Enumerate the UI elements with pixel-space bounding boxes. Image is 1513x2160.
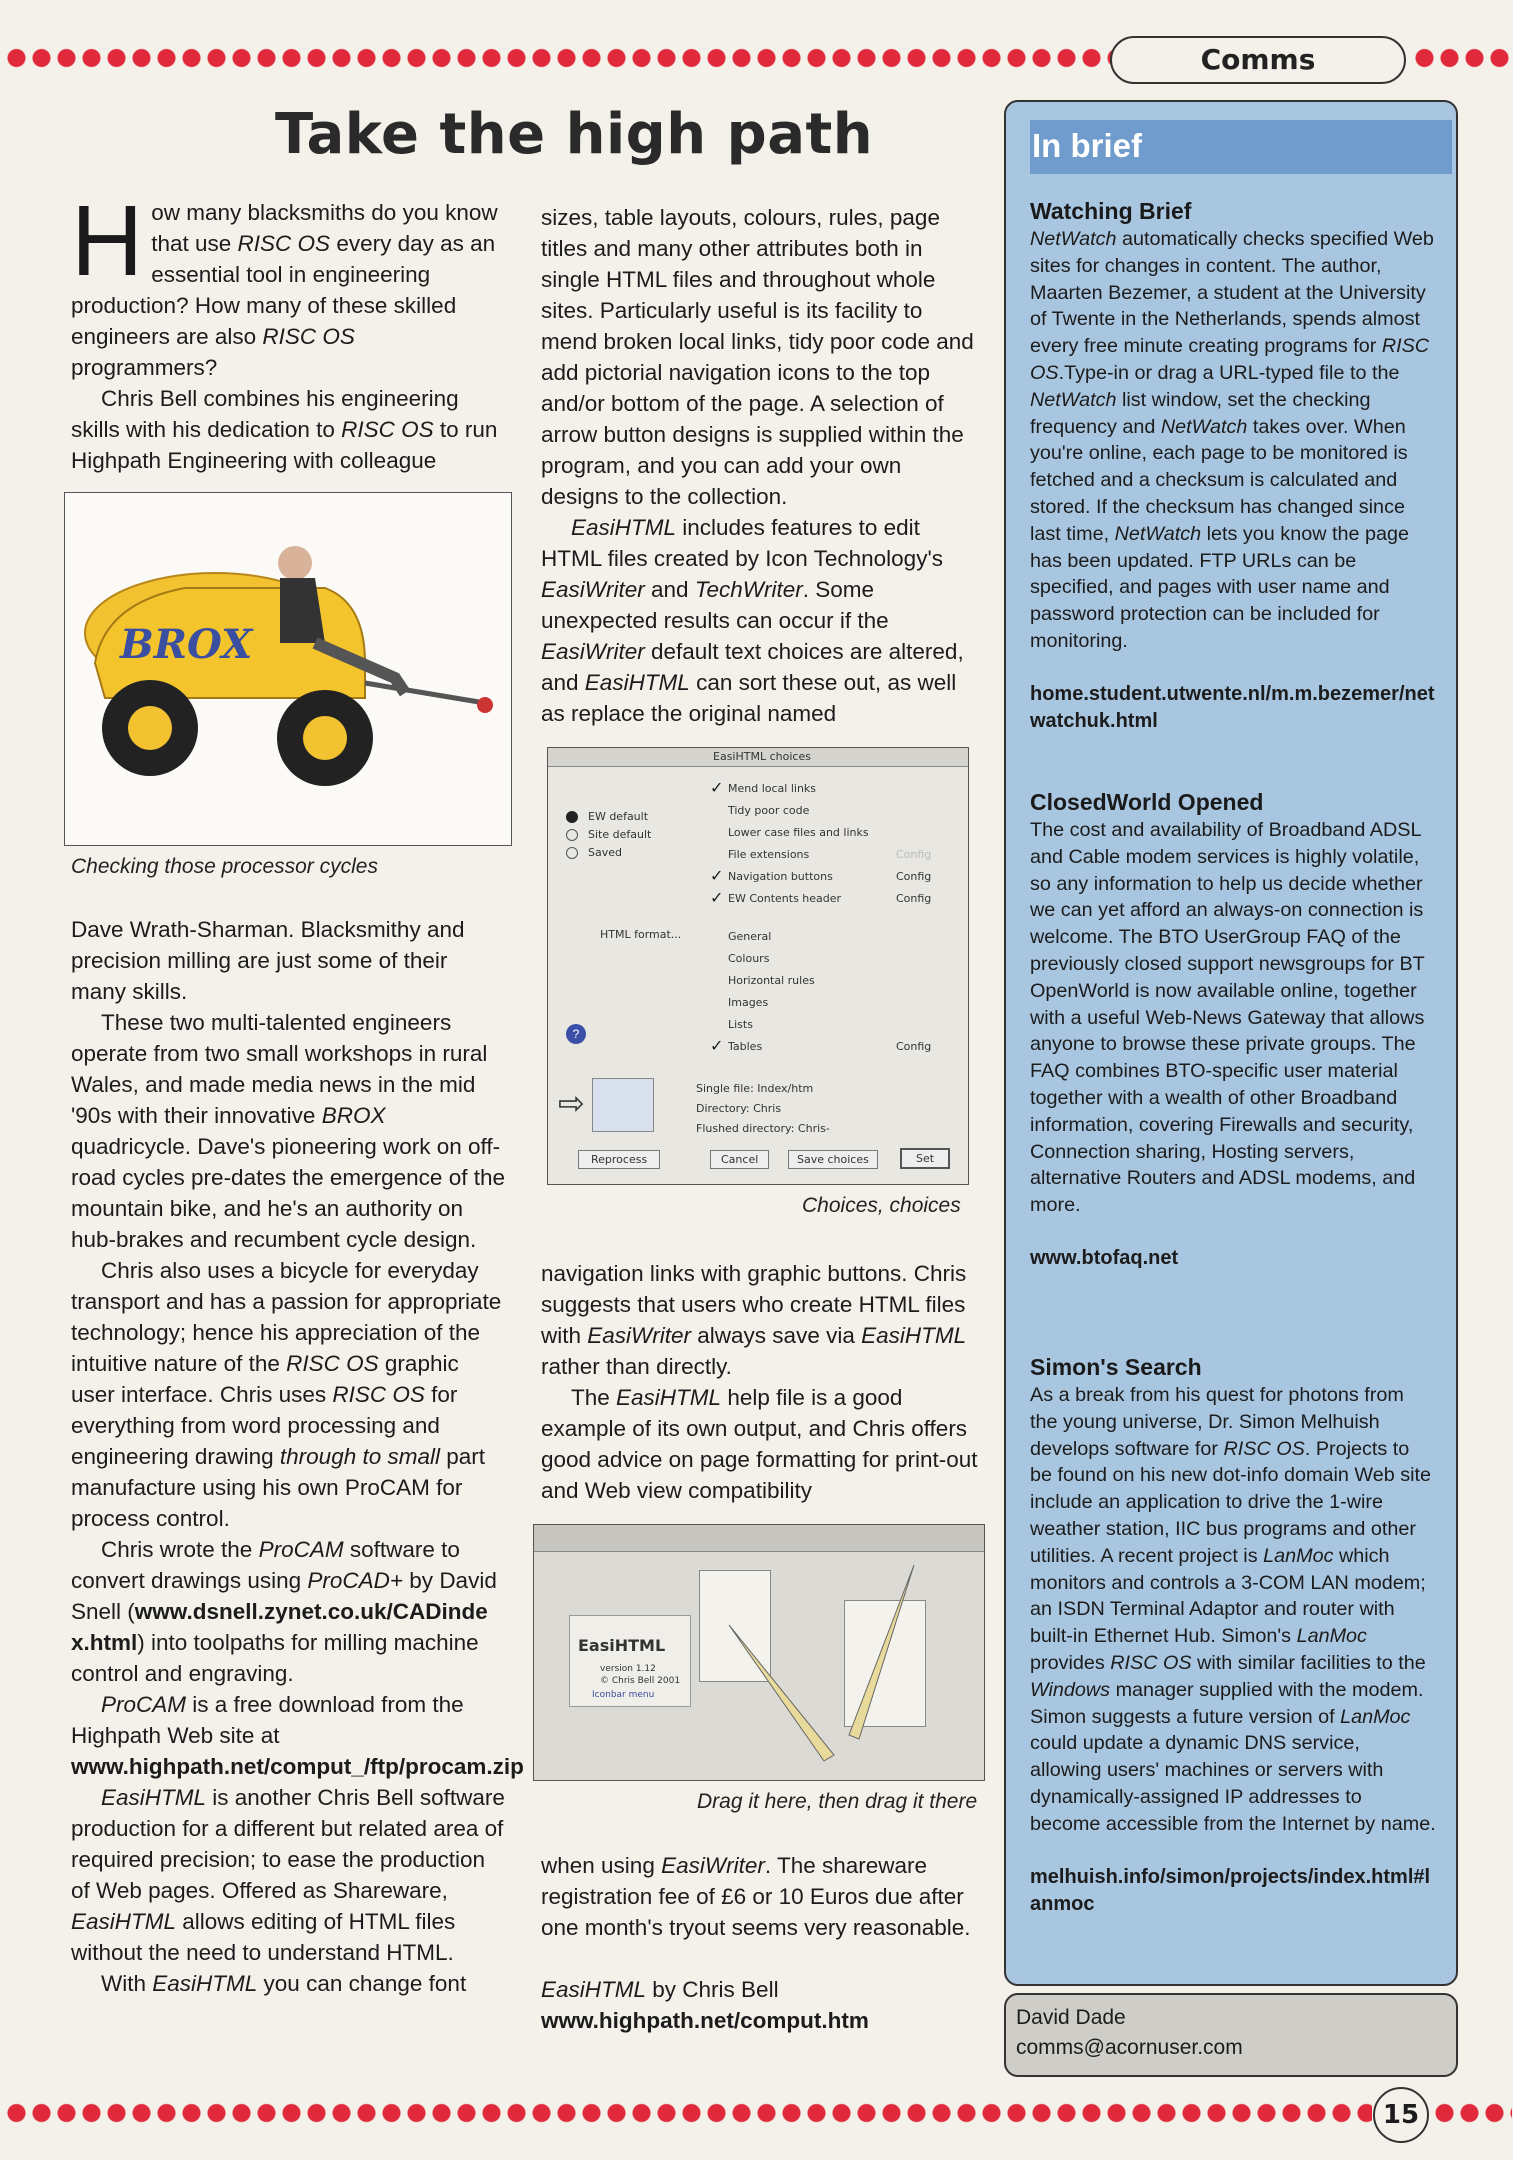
- format-general[interactable]: General: [728, 930, 772, 943]
- brief-item-watching: Watching Brief NetWatch automatically checks specified Web sites for changes in content. The author, Maarten Bezemer, a student at the University of Twente in the Netherlands, spends almost every free minute creating programs for RISC OS.Type-in or drag a URL-typed file to the NetWatch list window, set the checking frequency and NetWatch takes over. When you're online, each page to be monitored is fetched and a checksum is calculated and stored. If the checksum has changed since last time, NetWatch lets you know the page has been updated. FTP URLs can be specified, and pages with user name and password protection can be included for monitoring. home.student.utwente.nl/m.m.bezemer/netwatchuk.html: [1030, 196, 1436, 735]
- paragraph-2: Chris Bell combines his engineering skills with his dedication to RISC OS to run Highpath Engineering with colleague: [71, 386, 498, 473]
- iconbar-menu-label: Iconbar menu: [592, 1690, 655, 1700]
- format-images[interactable]: Images: [728, 996, 769, 1009]
- cancel-button[interactable]: Cancel: [710, 1150, 769, 1169]
- app-copyright: © Chris Bell 2001: [600, 1676, 681, 1686]
- top-dot-border-right: [1412, 45, 1512, 71]
- checkmark-icon: ✓: [710, 868, 724, 885]
- paragraph-9: With EasiHTML you can change font: [101, 1971, 467, 1996]
- brief-heading: ClosedWorld Opened: [1030, 789, 1264, 815]
- author-email[interactable]: comms@acornuser.com: [1016, 2036, 1243, 2059]
- app-name: EasiHTML: [578, 1636, 666, 1655]
- section-label: Comms: [1200, 43, 1316, 76]
- article-column-2: [541, 202, 981, 729]
- in-brief-header: [1030, 120, 1452, 174]
- article-column-1: [71, 185, 506, 476]
- bottom-dot-border: [4, 2100, 1372, 2126]
- save-choices-button[interactable]: Save choices: [788, 1150, 878, 1169]
- quadricycle-illustration: [65, 493, 511, 845]
- article-column-2-continued: [541, 1258, 981, 1506]
- config-file-ext[interactable]: Config: [896, 848, 932, 861]
- format-rules[interactable]: Horizontal rules: [728, 974, 815, 987]
- reprocess-button[interactable]: Reprocess: [578, 1150, 660, 1169]
- article-column-1-continued: [71, 914, 524, 1999]
- paragraph-8: EasiHTML is another Chris Bell software production for a different but related area of required precision; to ease the production of Web pages. Offered as Shareware, EasiHTML allows editing of HTML files without the need to understand HTML.: [71, 1785, 505, 1965]
- col2-paragraph-5: when using EasiWriter. The shareware registration fee of £6 or 10 Euros due after one month's tryout seems very reasonable.: [541, 1853, 971, 1940]
- drag-arrows: [534, 1525, 984, 1780]
- config-tables[interactable]: Config: [896, 1040, 932, 1053]
- procam-link[interactable]: www.highpath.net/comput_/ftp/procam.zip: [71, 1754, 524, 1779]
- drag-caption: Drag it here, then drag it there: [697, 1790, 978, 1813]
- drop-cap: H: [71, 185, 144, 297]
- paragraph-3: Dave Wrath-Sharman. Blacksmithy and precision milling are just some of their many skills.: [71, 917, 465, 1004]
- checkmark-icon: ✓: [710, 890, 724, 907]
- paragraph-4: These two multi-talented engineers operate from two small workshops in rural Wales, and made media news in the mid '90s with their innovative BROX quadricycle. Dave's pioneering work on off-road cycles pre-dates the emergence of the mountain bike, and he's an authority on hub-brakes and recumbent cycle design.: [71, 1010, 505, 1252]
- top-dot-border: [4, 45, 1114, 71]
- brief-heading: Simon's Search: [1030, 1354, 1202, 1380]
- dsnell-link[interactable]: www.dsnell.zynet.co.uk/CADindex.html: [71, 1599, 488, 1655]
- radio-empty-icon: [566, 829, 578, 841]
- article-column-2-final: [541, 1850, 981, 2036]
- check-tidy-code[interactable]: Tidy poor code: [728, 804, 810, 817]
- col2-paragraph-4: The EasiHTML help file is a good example of its own output, and Chris offers good advice on page formatting for print-out and Web view compatibility: [541, 1385, 978, 1503]
- product-credit: EasiHTML by Chris Bell: [541, 1977, 779, 2002]
- col2-paragraph-2: EasiHTML includes features to edit HTML files created by Icon Technology's EasiWriter and TechWriter. Some unexpected results can occur if the EasiWriter default text choices are altered, and EasiHTML can sort these out, as well as replace the original named: [541, 515, 964, 726]
- photo-caption: Checking those processor cycles: [71, 855, 378, 878]
- check-lower-case[interactable]: Lower case files and links: [728, 826, 869, 839]
- html-format-label: HTML format...: [600, 928, 682, 941]
- author-box: [1004, 1993, 1458, 2077]
- radio-site-default[interactable]: Site default: [588, 828, 652, 841]
- highpath-link[interactable]: www.highpath.net/comput.htm: [541, 2008, 869, 2033]
- check-navigation-buttons[interactable]: Navigation buttons: [728, 870, 833, 883]
- checkmark-icon: ✓: [710, 1038, 724, 1055]
- brox-photo: [64, 492, 512, 846]
- page-number: 15: [1373, 2087, 1429, 2143]
- radio-empty-icon: [566, 847, 578, 859]
- format-tables[interactable]: Tables: [728, 1040, 763, 1053]
- article-title: Take the high path: [275, 102, 874, 167]
- check-mend-links[interactable]: Mend local links: [728, 782, 817, 795]
- config-ew-contents[interactable]: Config: [896, 892, 932, 905]
- paragraph-5: Chris also uses a bicycle for everyday transport and has a passion for appropriate technology; hence his appreciation of the intuitive nature of the RISC OS graphic user interface. Chris uses RISC OS for everything from word processing and engineering drawing through to small part manufacture using his own ProCAM for process control.: [71, 1258, 502, 1531]
- paragraph-6: Chris wrote the ProCAM software to convert drawings using ProCAD+ by David Snell (www.dsnell.zynet.co.uk/CADindex.html) into toolpaths for milling machine control and engraving.: [71, 1537, 497, 1686]
- output-flushed[interactable]: Flushed directory: Chris-: [696, 1122, 830, 1135]
- checkmark-icon: ✓: [710, 780, 724, 797]
- file-drop-area[interactable]: [592, 1078, 654, 1132]
- bottom-dot-border-right: [1432, 2100, 1512, 2126]
- brox-logo: BROX: [120, 621, 253, 668]
- brief-item-simon: Simon's Search As a break from his quest for photons from the young universe, Dr. Simon Melhuish develops software for RISC OS. Projects to be found on his new dot-info domain Web site include an application to drive the 1-wire weather station, IIC bus programs and other utilities. A recent project is LanMoc which monitors and controls a 3-COM LAN modem; an ISDN Terminal Adaptor and router with built-in Ethernet Hub. Simon's LanMoc provides RISC OS with similar facilities to the Windows manager supplied with the modem. Simon suggests a future version of LanMoc could update a dynamic DNS service, allowing users' machines or servers with dynamically-assigned IP addresses to become accessible from the Internet by name. melhuish.info/simon/projects/index.html#lanmoc: [1030, 1352, 1436, 1918]
- author-name: David Dade: [1016, 2006, 1126, 2029]
- help-icon[interactable]: ?: [566, 1024, 586, 1044]
- in-brief-title: In brief: [1032, 127, 1143, 164]
- brief-heading: Watching Brief: [1030, 198, 1192, 224]
- radio-dot-icon: [566, 811, 578, 823]
- set-button[interactable]: Set: [900, 1148, 950, 1169]
- output-directory[interactable]: Directory: Chris: [696, 1102, 782, 1115]
- section-tab: [1110, 36, 1406, 84]
- check-file-extensions[interactable]: File extensions: [728, 848, 810, 861]
- brief-item-closedworld: ClosedWorld Opened The cost and availability of Broadband ADSL and Cable modem services is highly volatile, so any information to help us decide whether we can yet afford an always-on connection is welcome. The BTO UserGroup FAQ of the previously closed support newsgroups for BT OpenWorld is now available online, together with a useful Web-News Gateway that allows anyone to browse these private groups. The FAQ combines BTO-specific user material together with a wealth of other Broadband information, covering Firewalls and security, Connection sharing, Hosting servers, alternative Routers and ADSL modems, and more. www.btofaq.net: [1030, 787, 1436, 1272]
- drag-screenshot: [533, 1524, 985, 1781]
- col2-paragraph-1: sizes, table layouts, colours, rules, page titles and many other attributes both in single HTML files and throughout whole sites. Particularly useful is its facility to mend broken local links, tidy poor code and add pictorial navigation icons to the top and/or bottom of the page. A selection of arrow button designs is supplied within the program, and you can add your own designs to the collection.: [541, 205, 974, 509]
- radio-saved[interactable]: Saved: [588, 846, 622, 859]
- melhuish-link[interactable]: melhuish.info/simon/projects/index.html#lanmoc: [1030, 1865, 1431, 1915]
- arrow-icon: ⇨: [558, 1085, 585, 1121]
- col2-paragraph-3: navigation links with graphic buttons. Chris suggests that users who create HTML files with EasiWriter always save via EasiHTML rather than directly.: [541, 1261, 967, 1379]
- format-lists[interactable]: Lists: [728, 1018, 753, 1031]
- paragraph-7: ProCAM is a free download from the Highpath Web site at www.highpath.net/comput_/ftp/procam.zip: [71, 1692, 524, 1779]
- format-colours[interactable]: Colours: [728, 952, 770, 965]
- app-version: version 1.12: [600, 1664, 656, 1674]
- netwatch-link[interactable]: home.student.utwente.nl/m.m.bezemer/netwatchuk.html: [1030, 682, 1435, 732]
- choices-title-bar: EasiHTML choices: [548, 748, 968, 767]
- choices-caption: Choices, choices: [802, 1194, 961, 1217]
- output-single-file[interactable]: Single file: Index/htm: [696, 1082, 814, 1095]
- check-ew-contents[interactable]: EW Contents header: [728, 892, 842, 905]
- paragraph-1: How many blacksmiths do you know that use RISC OS every day as an essential tool in engineering production? How many of these skilled engineers are also RISC OS programmers?: [71, 185, 498, 380]
- btofaq-link[interactable]: www.btofaq.net: [1030, 1246, 1179, 1269]
- config-nav-buttons[interactable]: Config: [896, 870, 932, 883]
- choices-window-screenshot: [547, 747, 969, 1185]
- radio-ew-default[interactable]: EW default: [588, 810, 649, 823]
